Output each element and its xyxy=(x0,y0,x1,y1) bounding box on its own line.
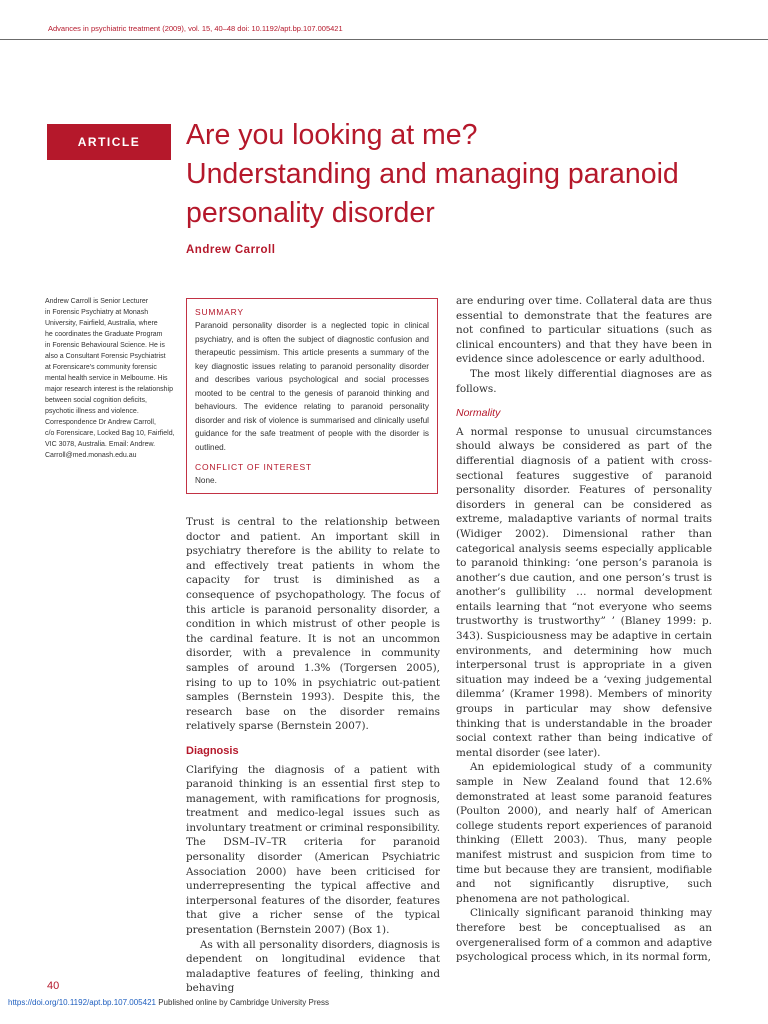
diagnosis-heading: Diagnosis xyxy=(186,744,239,757)
conflict-heading: CONFLICT OF INTEREST xyxy=(195,462,312,472)
intro-paragraph: Trust is central to the relationship between doctor and patient. An important skill in psychiatry therefore is the ability to relate to and effectively treat patients in whom the capacity for trust is diminished as a consequence of psychopathology. The focus of this article is paranoid personality disorder, a condition in which mistrust of other people is the cardinal feature. It is not an uncommon disorder, with a prevalence in community samples of around 1.3% (Torgersen 2005), rising to up to 10% in psychiatric out-patient samples (Bernstein 1993). Despite this, the research base on the disorder remains relatively sparse (Bernstein 2007). xyxy=(186,516,440,733)
bio-line: in Forensic Behavioural Science. He is xyxy=(45,342,165,349)
summary-heading: SUMMARY xyxy=(195,307,244,317)
doi-footer xyxy=(8,998,329,1007)
normality-heading: Normality xyxy=(456,407,501,420)
title-line: Understanding and managing paranoid xyxy=(186,158,679,190)
published-note: Published online by Cambridge University Press xyxy=(155,998,329,1007)
body-paragraph: are enduring over time. Collateral data are thus essential to demonstrate that the features are not confined to particular situations (such as clinical encounters) and that they have been in evidence since adolescence or early adulthood. xyxy=(456,295,712,366)
right-column xyxy=(456,294,712,965)
bio-line: also a Consultant Forensic Psychiatrist xyxy=(45,353,166,360)
bio-line: mental health service in Melbourne. His xyxy=(45,375,168,382)
conflict-text: None. xyxy=(195,476,217,485)
bio-line: University, Fairfield, Australia, where xyxy=(45,320,158,327)
body-paragraph: The most likely differential diagnoses are as follows. xyxy=(456,367,712,395)
article-type-badge: ARTICLE xyxy=(47,124,171,160)
bio-line: Carroll@med.monash.edu.au xyxy=(45,452,137,459)
body-paragraph: A normal response to unusual circumstances should always be considered as part of the differential diagnosis of a patient with cross-sectional features suggestive of paranoid personality disorder. Features of personality disorders in general can be considered as extreme, maladaptive variants of normal traits (Widiger 2002). Dimensional rather than categorical analysis seems especially applicable to paranoid thinking: ‘one person’s paranoia is another’s due caution, and one person’s trust is another’s gullibility … normal development entails learning that “not everyone who seems trustworthy is trustworthy” ’ (Blaney 1999: p. 343). Suspiciousness may be adaptive in certain environments, and determining how much interpersonal trust is appropriate in a given situation may indeed be a ‘vexing judgemental dilemma’ (Kramer 1998). Members of minority groups in particular may show defensive thinking that is understandable in the broader social context rather than being indicative of mental disorder (see later). xyxy=(456,425,712,759)
summary-box xyxy=(186,298,438,494)
summary-text: Paranoid personality disorder is a neglected topic in clinical psychiatry, and is often the subject of diagnostic confusion and therapeutic pessimism. This article presents a summary of the key diagnostic issues relating to paranoid personality disorder and describes various psychological and social processes mooted to be central to the genesis of paranoid thinking and behaviours. The evidence relating to paranoid personality disorder and risk of violence is summarised and clinically useful guidance for the safe treatment of people with the disorder is outlined. xyxy=(195,321,429,452)
body-paragraph: Clinically significant paranoid thinking may therefore best be conceptualised as an overgeneralised form of a common and adaptive psychological process which, in its normal form, xyxy=(456,907,712,964)
title-line: Are you looking at me? xyxy=(186,119,478,151)
bio-line: between social cognition deficits, xyxy=(45,397,147,404)
bio-line: psychotic illness and violence. xyxy=(45,408,139,415)
bio-line: Andrew Carroll is Senior Lecturer xyxy=(45,298,149,305)
page-number: 40 xyxy=(47,980,60,992)
journal-header: Advances in psychiatric treatment (2009), vol. 15, 40–48 doi: 10.1192/apt.bp.107.005421 xyxy=(48,24,343,33)
doi-link[interactable]: https://doi.org/10.1192/apt.bp.107.005421 xyxy=(8,998,156,1007)
diagnosis-paragraph: Clarifying the diagnosis of a patient with paranoid thinking is an essential first step to management, with ramifications for prognosis, treatment and medico-legal issues such as involuntary treatment or criminal responsibility. The DSM–IV–TR criteria for paranoid personality disorder (American Psychiatric Association 2000) have been criticised for underrepresenting the typical affective and interpersonal features of the disorder, features that give a richer sense of the typical presentation (Bernstein 2007) (Box 1). xyxy=(186,763,440,937)
bio-line: VIC 3078, Australia. Email: Andrew. xyxy=(45,441,156,448)
bio-line: at Forensicare's community forensic xyxy=(45,364,157,371)
bio-line: major research interest is the relationship xyxy=(45,386,174,393)
author-bio xyxy=(45,296,180,461)
title-line: personality disorder xyxy=(186,197,435,229)
middle-column xyxy=(186,515,440,996)
bio-line: Correspondence Dr Andrew Carroll, xyxy=(45,419,156,426)
body-paragraph: An epidemiological study of a community sample in New Zealand found that 12.6% demonstrated at least some paranoid features (Poulton 2000), and nearly half of American college students report experiences of paranoid thinking (Ellett 2003). Thus, many people manifest mistrust and suspicion from time to time but because they are transient, modifiable and not significantly disruptive, such phenomena are not pathological. xyxy=(456,761,712,905)
author-name: Andrew Carroll xyxy=(186,244,276,256)
diagnosis-paragraph: As with all personality disorders, diagnosis is dependent on longitudinal evidence that maladaptive features of feeling, thinking and behaving xyxy=(186,938,440,995)
article-title xyxy=(186,116,746,233)
bio-line: c/o Forensicare, Locked Bag 10, Fairfield, xyxy=(45,430,175,437)
header-divider xyxy=(0,39,768,40)
bio-line: in Forensic Psychiatry at Monash xyxy=(45,309,149,316)
bio-line: he coordinates the Graduate Program xyxy=(45,331,163,338)
